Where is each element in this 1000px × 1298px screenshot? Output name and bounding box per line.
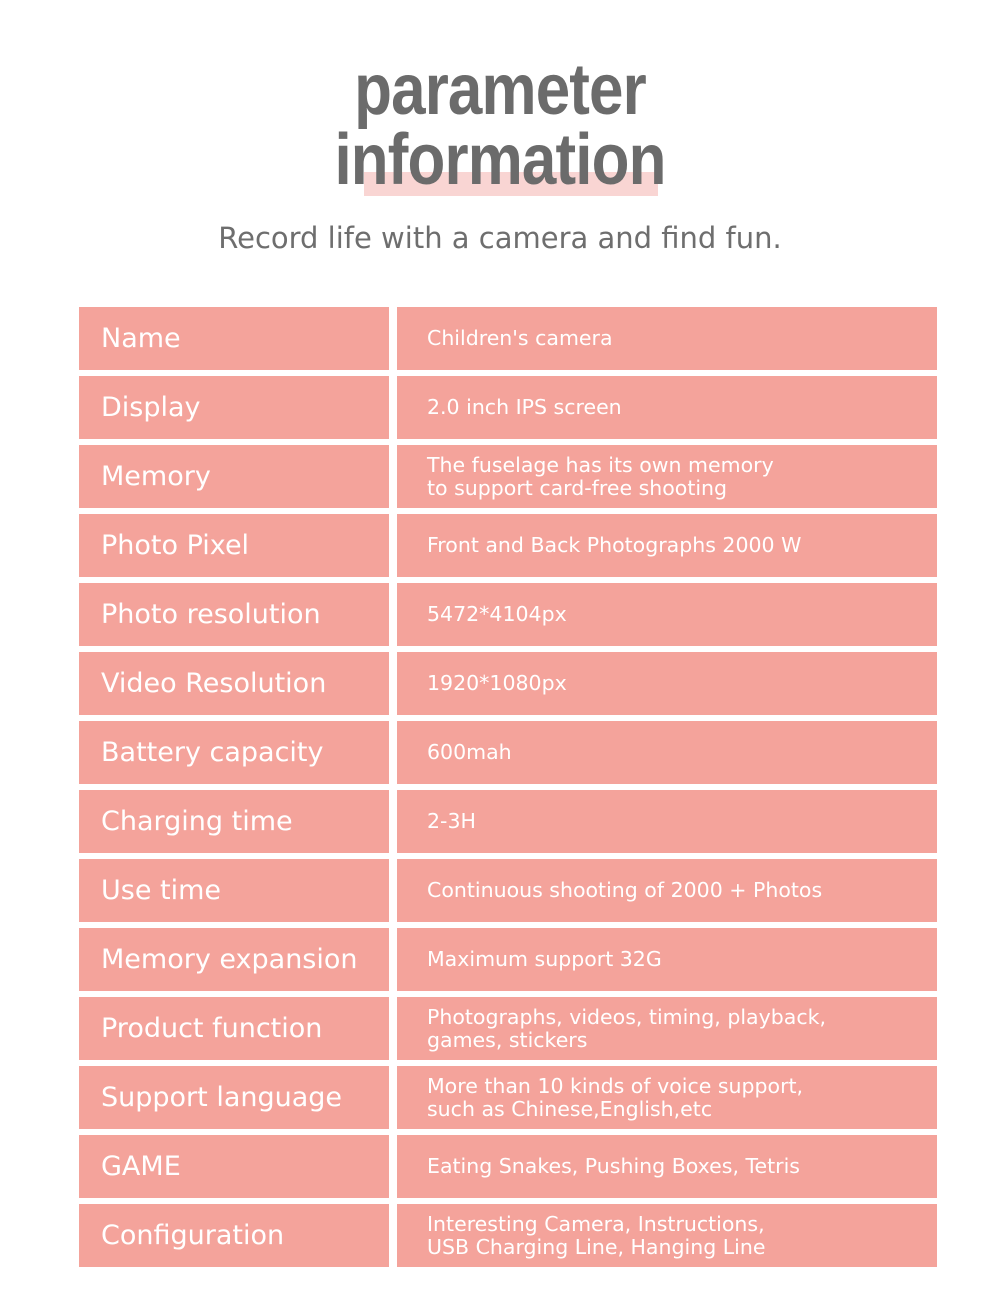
spec-row-display <box>79 376 937 439</box>
spec-row-photo-pixel <box>79 514 937 577</box>
spec-label: Memory <box>79 445 389 508</box>
spec-row-game <box>79 1135 937 1198</box>
spec-value: Eating Snakes, Pushing Boxes, Tetris <box>397 1135 937 1198</box>
spec-value: Photographs, videos, timing, playback, games, stickers <box>397 997 937 1060</box>
spec-label: Charging time <box>79 790 389 853</box>
spec-value: Maximum support 32G <box>397 928 937 991</box>
spec-value: 600mah <box>397 721 937 784</box>
page-subtitle: Record life with a camera and find fun. <box>218 221 782 255</box>
spec-value: Children's camera <box>397 307 937 370</box>
spec-label: Photo Pixel <box>79 514 389 577</box>
spec-row-video-resolution <box>79 652 937 715</box>
spec-row-product-function <box>79 997 937 1060</box>
spec-value: More than 10 kinds of voice support, such as Chinese,English,etc <box>397 1066 937 1129</box>
spec-row-photo-resolution <box>79 583 937 646</box>
spec-label: Configuration <box>79 1204 389 1267</box>
spec-value: 2-3H <box>397 790 937 853</box>
spec-label: Video Resolution <box>79 652 389 715</box>
spec-row-battery-capacity <box>79 721 937 784</box>
spec-value: Continuous shooting of 2000 + Photos <box>397 859 937 922</box>
spec-row-support-language <box>79 1066 937 1129</box>
page-title-line-2: information <box>334 120 666 200</box>
spec-label: Memory expansion <box>79 928 389 991</box>
spec-label: Photo resolution <box>79 583 389 646</box>
spec-table <box>79 307 937 1273</box>
spec-value: 2.0 inch IPS screen <box>397 376 937 439</box>
spec-row-use-time <box>79 859 937 922</box>
spec-label: Display <box>79 376 389 439</box>
page-title-line-1: parameter <box>354 50 646 130</box>
spec-row-configuration <box>79 1204 937 1267</box>
spec-value: 1920*1080px <box>397 652 937 715</box>
spec-row-name <box>79 307 937 370</box>
spec-value: Interesting Camera, Instructions, USB Charging Line, Hanging Line <box>397 1204 937 1267</box>
spec-label: Name <box>79 307 389 370</box>
spec-label: Support language <box>79 1066 389 1129</box>
spec-row-memory <box>79 445 937 508</box>
spec-label: Product function <box>79 997 389 1060</box>
spec-row-charging-time <box>79 790 937 853</box>
spec-label: Battery capacity <box>79 721 389 784</box>
spec-value: The fuselage has its own memory to support card-free shooting <box>397 445 937 508</box>
spec-value: Front and Back Photographs 2000 W <box>397 514 937 577</box>
spec-label: Use time <box>79 859 389 922</box>
spec-value: 5472*4104px <box>397 583 937 646</box>
spec-label: GAME <box>79 1135 389 1198</box>
spec-row-memory-expansion <box>79 928 937 991</box>
